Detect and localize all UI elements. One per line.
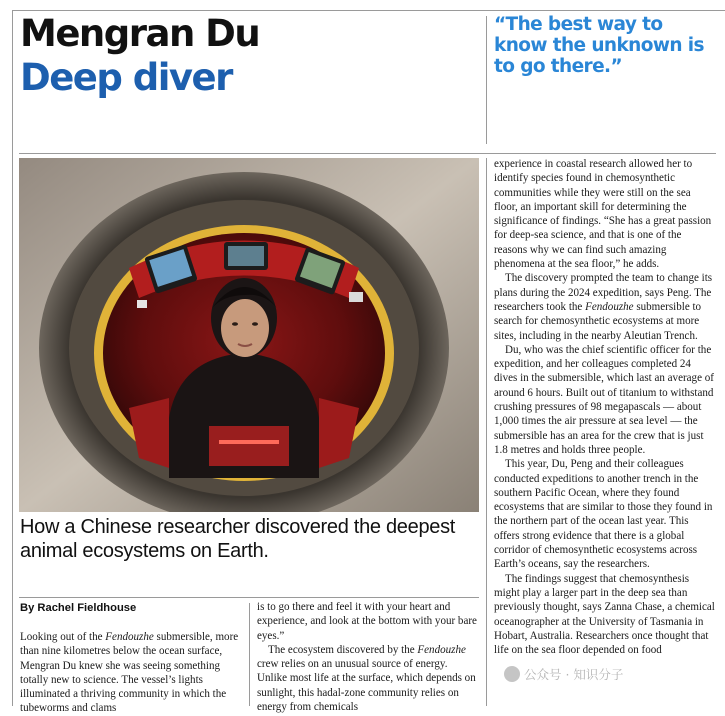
wechat-icon xyxy=(504,666,520,682)
photo-caption: How a Chinese researcher discovered the deepest animal ecosystems on Earth. xyxy=(20,516,456,562)
paragraph: The findings suggest that chemosynthesis might play a larger part in the deep sea than previously thought, says Zanna Chase, a chemical oceanographer at the University of Tasmania in Hobart, Australia. Researchers once thought that life on the sea floor depended on food xyxy=(494,572,715,657)
paragraph: This year, Du, Peng and their colleagues conducted expeditions to another trench in the southern Pacific Ocean, where they found ecosystems that are similar to those they found in the northern part of the ocean last year. This offers strong evidence that there is a global corridor of chemosynthetic ecosystems across Earth’s oceans, say the researchers. xyxy=(494,458,713,571)
watermark: 公众号 · 知识分子 xyxy=(504,665,623,683)
paragraph: Looking out of the Fendouzhe submersible, more than nine kilometres below the ocean surface, Mengran Du knew she was seeing something totally new to science. The vessel’s lights illuminated a thriving community in which the tubeworms and clams xyxy=(20,631,239,715)
profile-name: Mengran Du xyxy=(20,12,260,55)
article-column-1 xyxy=(20,630,242,716)
paragraph: is to go there and feel it with your heart and experience, and look at the bottom with your bare eyes.” xyxy=(257,601,477,642)
caption-rule xyxy=(19,597,479,598)
submersible-porthole-photo xyxy=(19,158,479,512)
article-column-2 xyxy=(257,600,479,714)
pull-quote: “The best way to know the unknown is to go there.” xyxy=(494,14,704,77)
porthole-illustration xyxy=(19,158,479,512)
paragraph: Du, who was the chief scientific officer for the expedition, and her colleagues completed 24 dives in the submersible, which last an average of around 6 hours. Built out of titanium to withstand crushing pressures of 98 megapascals — about 1,000 times the air pressure at sea level — the submersible has an area for the crew that is just 1.8 metres and holds three people. xyxy=(494,343,714,456)
byline: By Rachel Fieldhouse xyxy=(20,602,137,614)
profile-role: Deep diver xyxy=(20,56,232,99)
header-divider-rule xyxy=(486,16,487,144)
section-rule xyxy=(19,153,716,154)
paragraph: The ecosystem discovered by the Fendouzhe crew relies on an unusual source of energy. Unlike most life at the surface, which depends on sunlight, this hadal-zone community relies on energy from chemicals xyxy=(257,643,476,714)
column-divider-1 xyxy=(249,603,250,706)
paragraph: experience in coastal research allowed her to identify species found in chemosynthetic communities while they were still on the sea floor, an important skill for determining the significance of findings. “She has a great passion for deep-sea science, and that is one of the reasons why we can find such amazing phenomena at the sea floor,” he adds. xyxy=(494,158,712,271)
paragraph: The discovery prompted the team to change its plans during the 2024 expedition, says Peng. The researchers took the Fendouzhe submersible to search for chemosynthetic ecosystems at more sites, including in the nearby Aleutian Trench. xyxy=(494,272,713,342)
top-rule xyxy=(12,10,725,11)
column-divider-2 xyxy=(486,158,487,706)
left-margin-rule xyxy=(12,10,13,706)
article-column-3 xyxy=(494,157,716,657)
